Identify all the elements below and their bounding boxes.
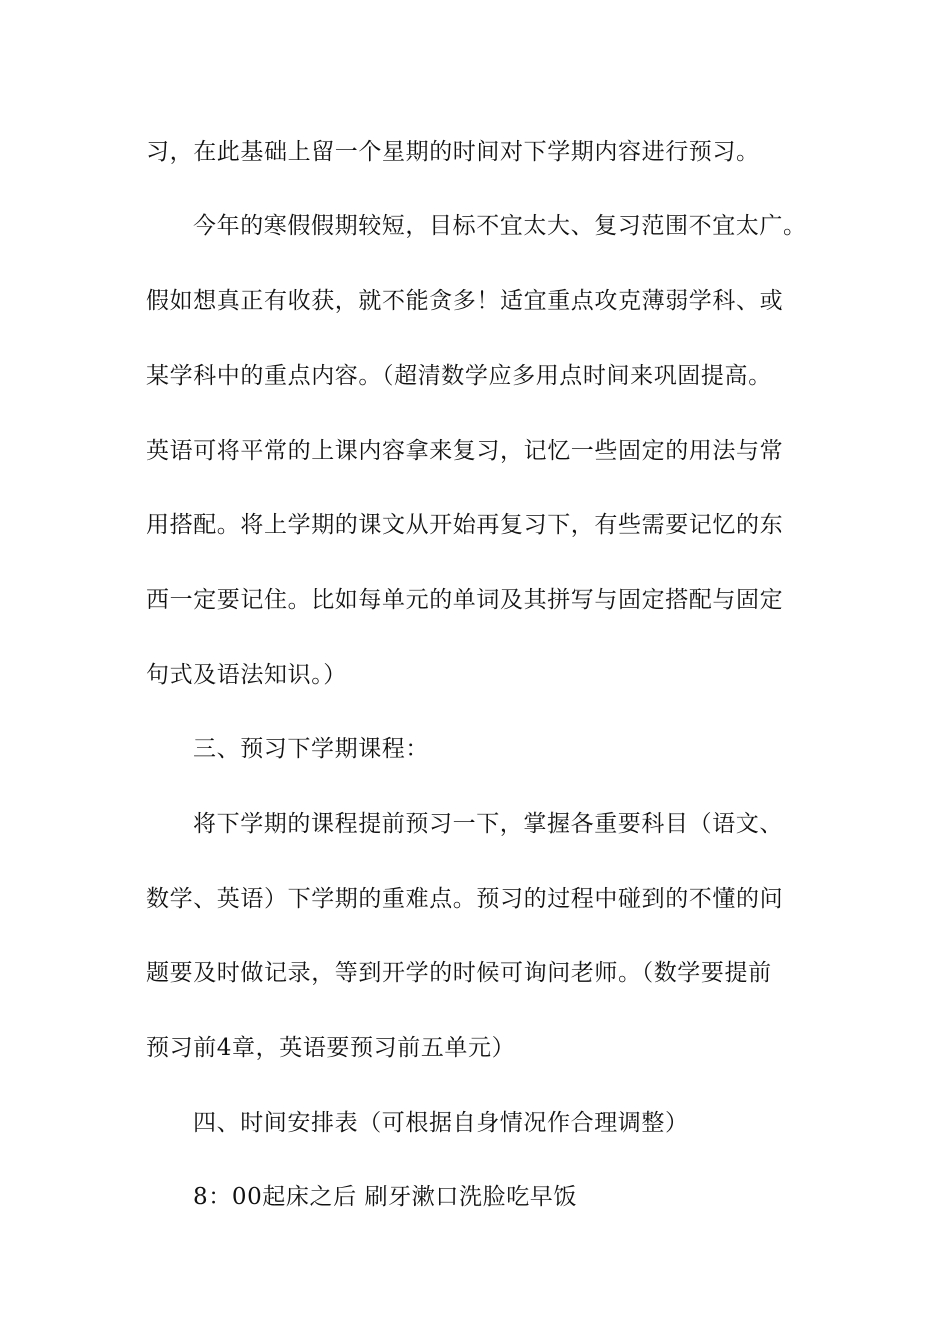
text-line: 题要及时做记录，等到开学的时候可询问老师。（数学要提前 <box>146 960 772 986</box>
section-heading: 三、预习下学期课程： <box>193 736 429 762</box>
text-line: 用搭配。将上学期的课文从开始再复习下，有些需要记忆的东 <box>146 512 784 538</box>
section-heading: 四、时间安排表（可根据自身情况作合理调整） <box>193 1110 689 1136</box>
text-line: 西一定要记住。比如每单元的单词及其拼写与固定搭配与固定 <box>146 587 784 613</box>
text-line: 数学、英语）下学期的重难点。预习的过程中碰到的不懂的问 <box>146 886 784 912</box>
text-line: 习，在此基础上留一个星期的时间对下学期内容进行预习。 <box>146 139 760 165</box>
text-line: 英语可将平常的上课内容拿来复习，记忆一些固定的用法与常 <box>146 438 784 464</box>
text-line: 某学科中的重点内容。（超清数学应多用点时间来巩固提高。 <box>146 363 772 389</box>
text-line: 句式及语法知识。） <box>146 662 347 688</box>
schedule-line: 8：00起床之后 刷牙漱口洗脸吃早饭 <box>193 1184 578 1210</box>
text-line: 将下学期的课程提前预习一下，掌握各重要科目（语文、 <box>193 811 783 837</box>
text-line: 预习前4章，英语要预习前五单元） <box>146 1035 516 1061</box>
text-line: 今年的寒假假期较短，目标不宜太大、复习范围不宜太广。 <box>193 213 807 239</box>
text-line: 假如想真正有收获，就不能贪多！适宜重点攻克薄弱学科、或 <box>146 288 784 314</box>
